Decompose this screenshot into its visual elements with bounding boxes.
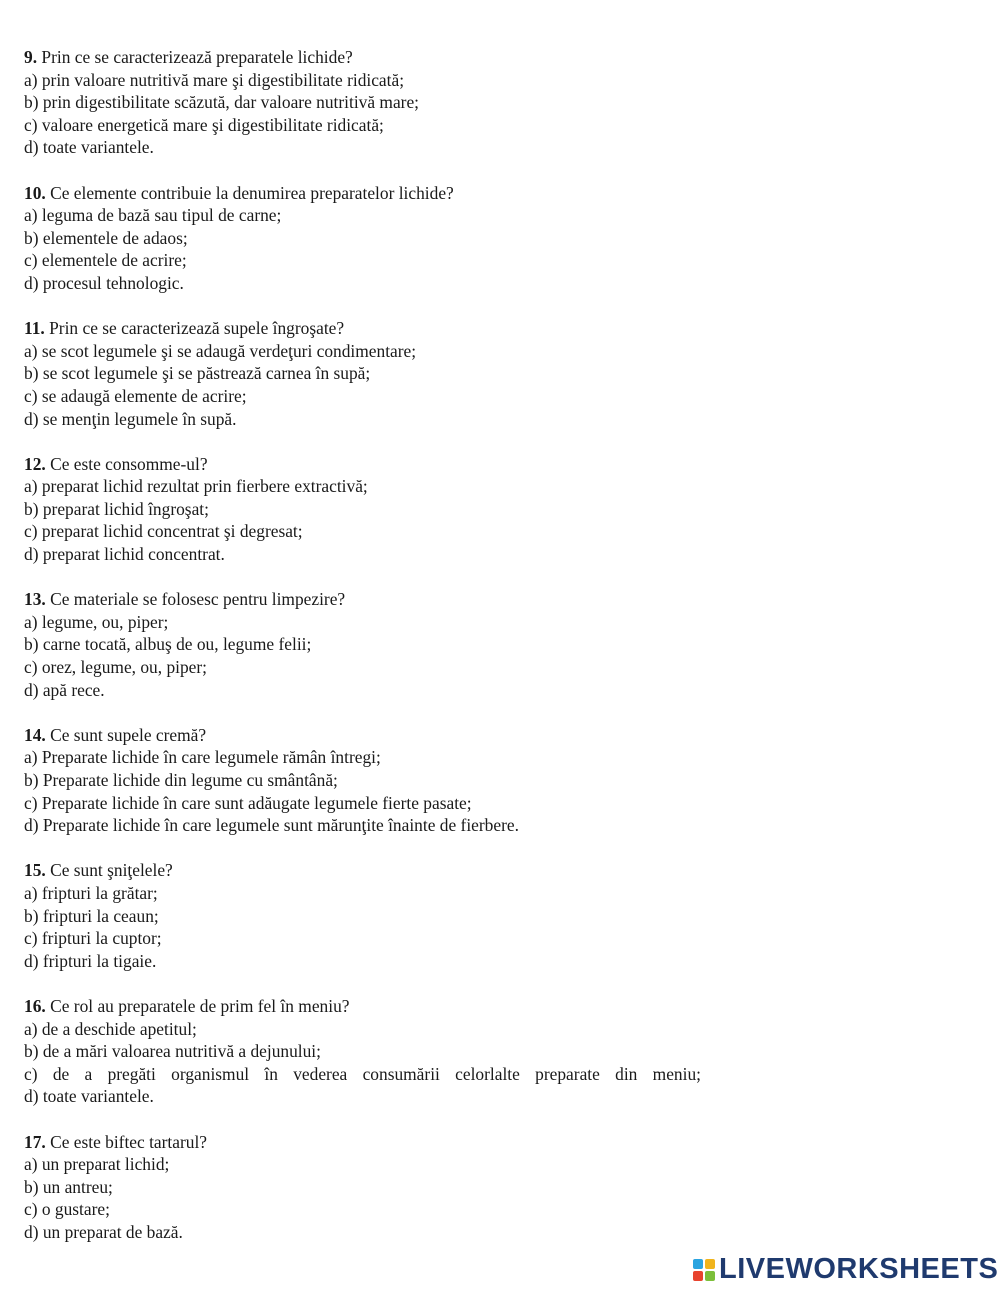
answer-option-b[interactable]: b) elementele de adaos; <box>24 227 188 248</box>
answer-option-c[interactable]: c) preparat lichid concentrat şi degresat; <box>24 521 303 542</box>
question-number: 15. <box>24 860 46 881</box>
liveworksheets-logo[interactable] <box>693 1254 998 1284</box>
answer-option-d[interactable]: d) toate variantele. <box>24 137 154 158</box>
question-number: 17. <box>24 1131 46 1152</box>
answer-option-c[interactable]: c) o gustare; <box>24 1199 110 1220</box>
answer-option-b[interactable]: b) prin digestibilitate scăzută, dar valoare nutritivă mare; <box>24 92 420 113</box>
logo-text: LIVEWORKSHEETS <box>719 1253 999 1285</box>
word: preparate <box>535 1063 600 1084</box>
question-text: Ce sunt supele cremă? <box>50 724 207 745</box>
answer-option-a[interactable]: a) Preparate lichide în care legumele rămân întregi; <box>24 747 381 768</box>
word: meniu; <box>652 1063 701 1084</box>
question-stem <box>24 724 724 747</box>
question-stem <box>24 453 724 476</box>
worksheet <box>24 46 724 1266</box>
answer-option-a[interactable]: a) de a deschide apetitul; <box>24 1018 197 1039</box>
question-14 <box>24 724 724 837</box>
answer-option-d[interactable]: d) Preparate lichide în care legumele sunt mărunţite înainte de fierbere. <box>24 815 519 836</box>
logo-square-l <box>693 1259 703 1269</box>
word: din <box>615 1063 638 1084</box>
question-number: 16. <box>24 995 46 1016</box>
logo-square-v <box>693 1271 703 1281</box>
question-stem <box>24 995 724 1018</box>
answer-option-d[interactable]: d) fripturi la tigaie. <box>24 950 157 971</box>
question-stem <box>24 182 724 205</box>
question-number: 9. <box>24 47 38 67</box>
answer-option-c[interactable]: c) fripturi la cuptor; <box>24 928 162 949</box>
question-number: 14. <box>24 724 46 745</box>
answer-option-d[interactable]: d) apă rece. <box>24 679 105 700</box>
question-text: Prin ce se caracterizează supele îngroşate? <box>49 318 345 339</box>
word: c) <box>24 1063 38 1084</box>
question-11 <box>24 317 724 430</box>
answer-option-d[interactable]: d) se menţin legumele în supă. <box>24 408 237 429</box>
question-number: 12. <box>24 453 46 474</box>
answer-option-d[interactable]: d) procesul tehnologic. <box>24 272 184 293</box>
logo-square-e <box>705 1271 715 1281</box>
answer-option-b[interactable]: b) de a mări valoarea nutritivă a dejunului; <box>24 1041 321 1062</box>
question-stem <box>24 46 724 69</box>
question-15 <box>24 859 724 972</box>
question-number: 10. <box>24 182 46 203</box>
answer-option-c[interactable]: c) se adaugă elemente de acrire; <box>24 385 247 406</box>
answer-option-c[interactable]: c) orez, legume, ou, piper; <box>24 657 208 678</box>
word: de <box>52 1063 70 1084</box>
question-text: Ce elemente contribuie la denumirea preparatelor lichide? <box>50 182 454 203</box>
word: vederea <box>293 1063 348 1084</box>
question-16 <box>24 995 724 1108</box>
answer-option-a[interactable]: a) preparat lichid rezultat prin fierbere extractivă; <box>24 476 368 497</box>
question-text: Ce rol au preparatele de prim fel în meniu? <box>50 995 350 1016</box>
question-text: Ce materiale se folosesc pentru limpezire? <box>50 589 346 610</box>
answer-option-b[interactable]: b) se scot legumele şi se păstrează carnea în supă; <box>24 363 371 384</box>
question-number: 13. <box>24 589 46 610</box>
question-13 <box>24 588 724 701</box>
answer-option-c[interactable]: c) Preparate lichide în care sunt adăugate legumele fierte pasate; <box>24 792 472 813</box>
answer-option-d[interactable]: d) preparat lichid concentrat. <box>24 544 225 565</box>
word: celorlalte <box>455 1063 520 1084</box>
answer-option-a[interactable]: a) prin valoare nutritivă mare şi digestibilitate ridicată; <box>24 69 405 90</box>
question-9 <box>24 46 724 159</box>
answer-option-a[interactable]: a) un preparat lichid; <box>24 1154 170 1175</box>
word: a <box>84 1063 93 1084</box>
question-number: 11. <box>24 318 45 339</box>
answer-option-b[interactable]: b) fripturi la ceaun; <box>24 905 159 926</box>
logo-square-i <box>705 1259 715 1269</box>
question-12 <box>24 453 724 566</box>
question-text: Ce sunt şniţelele? <box>50 860 173 881</box>
question-text: Ce este biftec tartarul? <box>50 1131 208 1152</box>
question-text: Prin ce se caracterizează preparatele lichide? <box>41 47 353 67</box>
question-stem <box>24 588 724 611</box>
word: organismul <box>171 1063 250 1084</box>
question-stem <box>24 317 724 340</box>
answer-option-a[interactable]: a) se scot legumele şi se adaugă verdeţuri condimentare; <box>24 340 417 361</box>
answer-option-a[interactable]: a) fripturi la grătar; <box>24 882 158 903</box>
question-17 <box>24 1131 724 1244</box>
answer-option-c[interactable]: c) elementele de acrire; <box>24 250 187 271</box>
answer-option-a[interactable]: a) legume, ou, piper; <box>24 611 169 632</box>
question-10 <box>24 182 724 295</box>
logo-mark-icon <box>693 1259 715 1281</box>
word: consumării <box>362 1063 440 1084</box>
answer-option-d[interactable]: d) toate variantele. <box>24 1086 154 1107</box>
answer-option-b[interactable]: b) preparat lichid îngroşat; <box>24 498 209 519</box>
question-stem <box>24 1131 724 1154</box>
word: pregăti <box>107 1063 156 1084</box>
question-text: Ce este consomme-ul? <box>50 453 208 474</box>
answer-option-b[interactable]: b) carne tocată, albuş de ou, legume felii; <box>24 634 312 655</box>
word: în <box>264 1063 278 1084</box>
answer-option-c[interactable]: c) valoare energetică mare şi digestibilitate ridicată; <box>24 114 384 135</box>
answer-option-c[interactable] <box>24 1063 701 1086</box>
answer-option-d[interactable]: d) un preparat de bază. <box>24 1221 183 1242</box>
answer-option-b[interactable]: b) un antreu; <box>24 1176 113 1197</box>
question-stem <box>24 859 724 882</box>
answer-option-b[interactable]: b) Preparate lichide din legume cu smântână; <box>24 770 338 790</box>
answer-option-a[interactable]: a) leguma de bază sau tipul de carne; <box>24 205 282 226</box>
